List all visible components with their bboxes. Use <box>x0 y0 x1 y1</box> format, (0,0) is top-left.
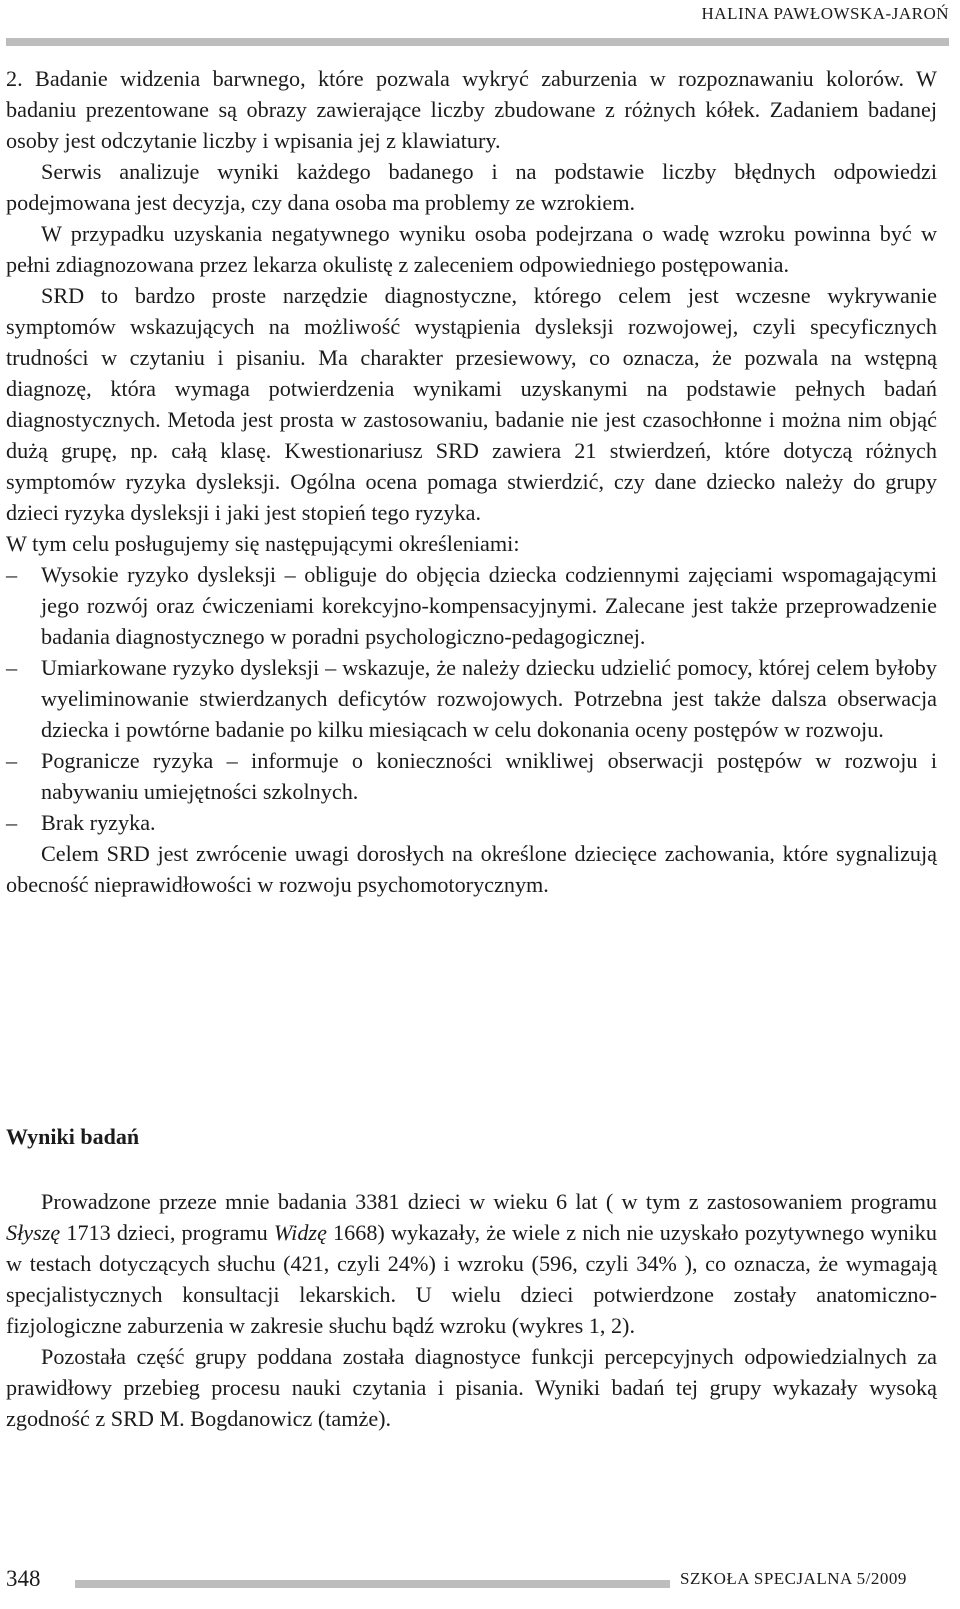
list-item <box>6 652 937 745</box>
results-text <box>6 1186 937 1434</box>
list-item <box>6 745 937 807</box>
page-number: 348 <box>6 1566 41 1591</box>
journal-name: SZKOŁA SPECJALNA 5/2009 <box>680 1569 907 1588</box>
paragraph-srd-goal: Celem SRD jest zwrócenie uwagi dorosłych na określone dziecięce zachowania, które sygnalizują obecność nieprawidłowości w rozwoju psychomotorycznym. <box>6 841 937 897</box>
list-item <box>6 559 937 652</box>
text-run: Prowadzone przeze mnie badania 3381 dzieci w wieku 6 lat ( w tym z zastosowaniem programu <box>41 1189 937 1214</box>
paragraph-results-remaining: Pozostała część grupy poddana została diagnostyce funkcji percepcyjnych odpowiedzialnych za prawidłowy przebieg procesu nauki czytania i pisania. Wyniki badań tej grupy wykazały wysoką zgodność z SRD M. Bogdanowicz (tamże). <box>6 1344 937 1431</box>
body-text <box>6 63 937 900</box>
dash-marker: – <box>6 748 18 773</box>
text-run: 1668) wykazały, że wiele z nich nie uzyskało pozytywnego wyniku w testach dotyczących słuchu (421, czyli 24%) i wzroku (596, czyli 34% ), co oznacza, że wymagają specjalistycznych konsultacji lekarskich. U wielu dzieci potwierdzone zostały anatomiczno-fizjologiczne zaburzenia w zakresie słuchu bądź wzroku (wykres 1, 2). <box>6 1220 937 1338</box>
paragraph-negative-result: W przypadku uzyskania negatywnego wyniku osoba podejrzana o wadę wzroku powinna być w pełni zdiagnozowana przez lekarza okulistę z zaleceniem odpowiedniego postępowania. <box>6 221 937 277</box>
running-head: HALINA PAWŁOWSKA-JAROŃ <box>701 4 949 23</box>
footer-rule <box>75 1580 670 1588</box>
paragraph-color-test: 2. Badanie widzenia barwnego, które pozwala wykryć zaburzenia w rozpoznawaniu kolorów. W badaniu prezentowane są obrazy zawierające liczby zbudowane z różnych kółek. Zadaniem badanej osoby jest odczytanie liczby i wpisania jej z klawiatury. <box>6 66 937 153</box>
section-title: Wyniki badań <box>6 1124 140 1149</box>
list-item-text: Wysokie ryzyko dysleksji – obliguje do objęcia dziecka codziennymi zajęciami wspomagającymi jego rozwój oraz ćwiczeniami korekcyjno-kompensacyjnymi. Zalecane jest także przeprowadzenie badania diagnostycznego w poradni psychologiczno-pedagogicznej. <box>41 562 937 649</box>
text-run: 1713 dzieci, programu <box>60 1220 274 1245</box>
list-item-text: Brak ryzyka. <box>41 810 156 835</box>
dash-marker: – <box>6 562 18 587</box>
program-name-slysze: Słyszę <box>6 1220 61 1245</box>
list-item-text: Umiarkowane ryzyko dysleksji – wskazuje, że należy dziecku udzielić pomocy, której celem byłoby wyeliminowanie stwierdzanych deficytów rozwojowych. Potrzebna jest także dalsza obserwacja dziecka i powtórne badanie po kilku miesiącach w celu dokonania oceny postępów w rozwoju. <box>41 655 937 742</box>
header-rule <box>6 38 949 46</box>
paragraph-terms-intro: W tym celu posługujemy się następującymi określeniami: <box>6 531 520 556</box>
dash-marker: – <box>6 810 18 835</box>
list-item-text: Pogranicze ryzyka – informuje o konieczności wnikliwej obserwacji postępów w rozwoju i nabywaniu umiejętności szkolnych. <box>41 748 937 804</box>
paragraph-service-analysis: Serwis analizuje wyniki każdego badanego i na podstawie liczby błędnych odpowiedzi podejmowana jest decyzja, czy dana osoba ma problemy ze wzrokiem. <box>6 159 937 215</box>
paragraph-srd-description: SRD to bardzo proste narzędzie diagnostyczne, którego celem jest wczesne wykrywanie symptomów wskazujących na możliwość wystąpienia dysleksji rozwojowej, czyli specyficznych trudności w czytaniu i pisaniu. Ma charakter przesiewowy, co oznacza, że pozwala na wstępną diagnozę, która wymaga potwierdzenia wynikami uzyskanymi na podstawie pełnych badań diagnostycznych. Metoda jest prosta w zastosowaniu, badanie nie jest czasochłonne i można nim objąć dużą grupę, np. całą klasę. Kwestionariusz SRD zawiera 21 stwierdzeń, które dotyczą różnych symptomów ryzyka dysleksji. Ogólna ocena pomaga stwierdzić, czy dane dziecko należy do grupy dzieci ryzyka dysleksji i jaki jest stopień tego ryzyka. <box>6 283 937 525</box>
list-item <box>6 807 937 838</box>
program-name-widze: Widzę <box>273 1220 327 1245</box>
dash-marker: – <box>6 655 18 680</box>
paragraph-results-study <box>6 1186 937 1341</box>
